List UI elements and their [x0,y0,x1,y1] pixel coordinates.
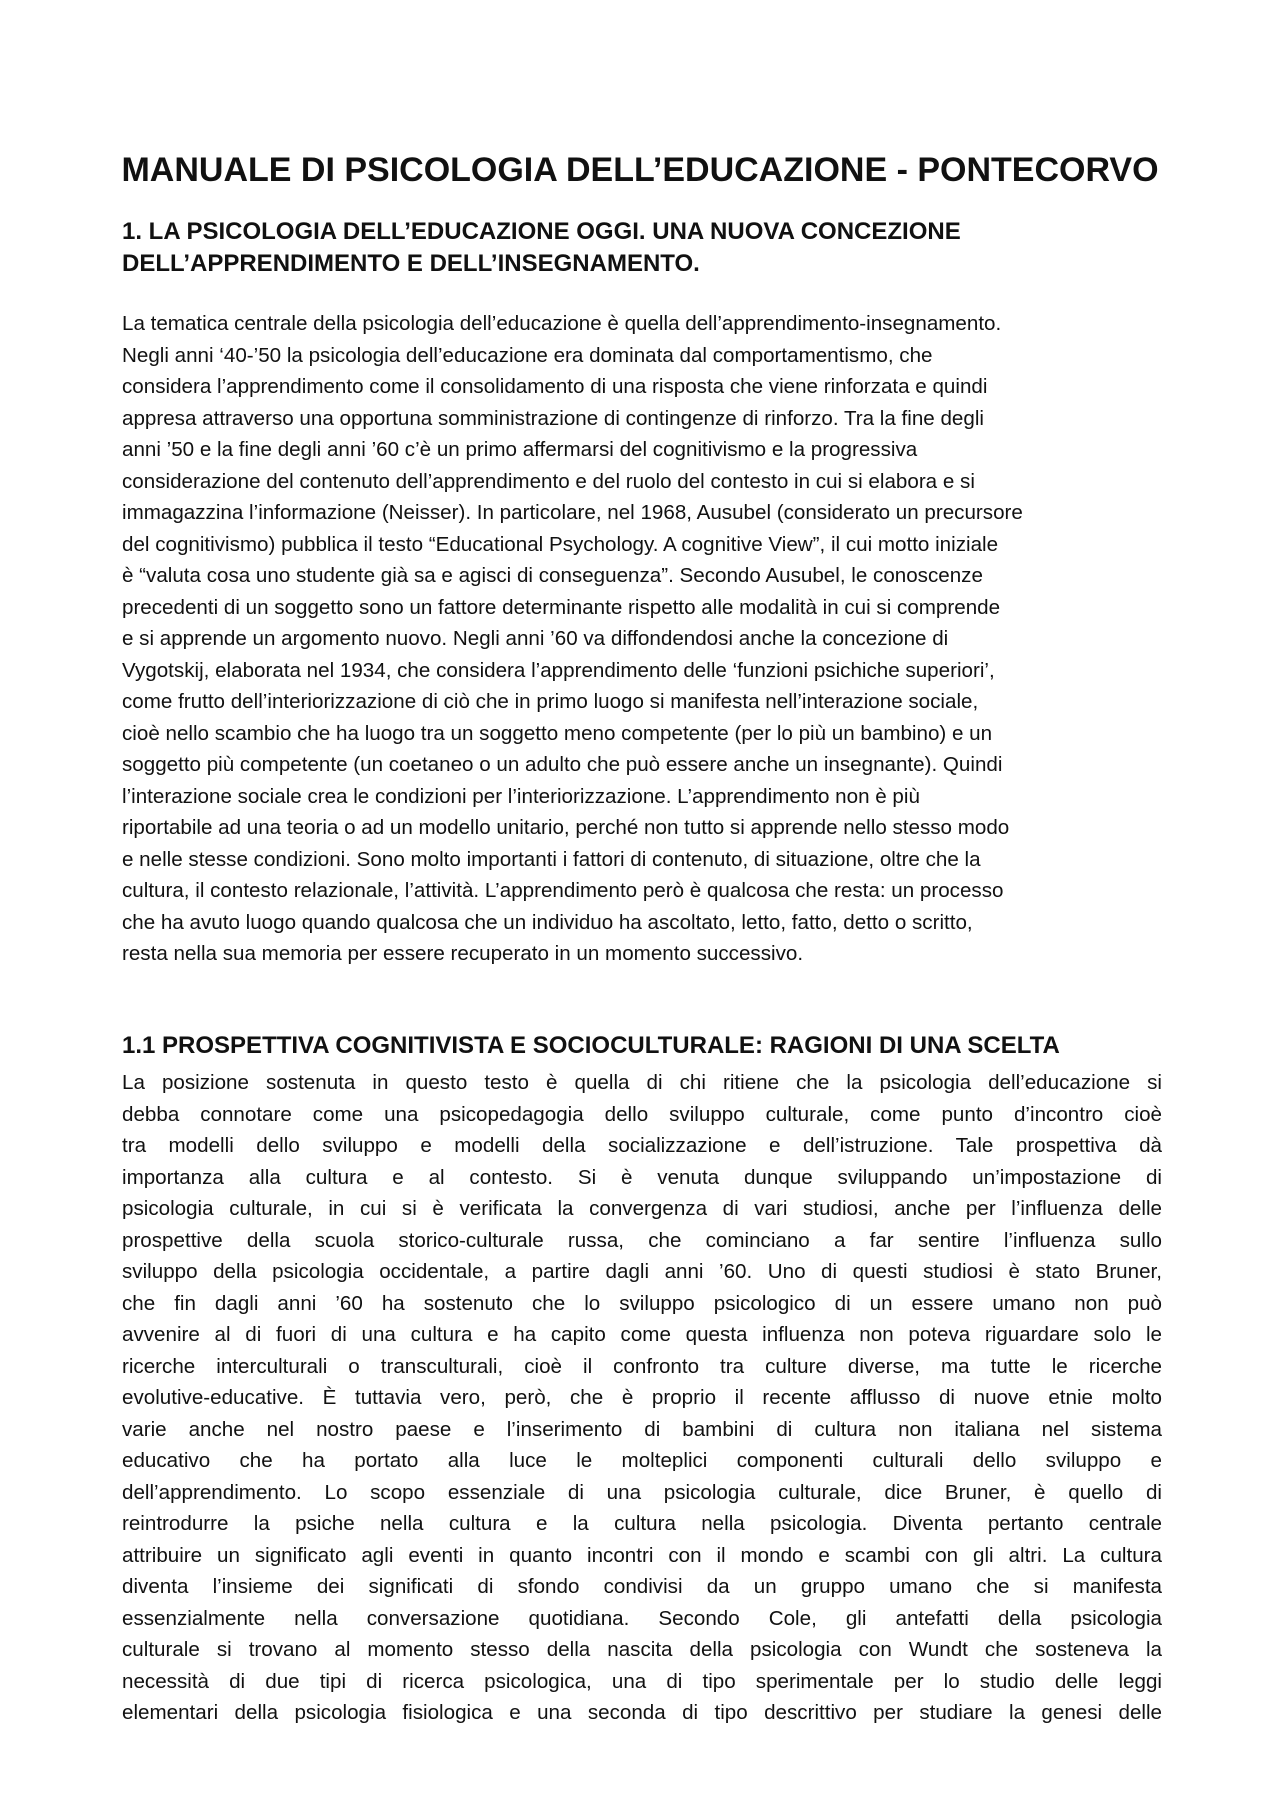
paragraph-line: resta nella sua memoria per essere recuperato in un momento successivo. [122,942,804,965]
paragraph-line: cultura, il contesto relazionale, l’attività. L’apprendimento però è qualcosa che resta: un processo [122,879,1004,902]
paragraph-line: considera l’apprendimento come il consolidamento di una risposta che viene rinforzata e quindi [122,375,988,398]
paragraph-line: precedenti di un soggetto sono un fattore determinante rispetto alle modalità in cui si comprende [122,595,1001,619]
paragraph-line: riportabile ad una teoria o ad un modello unitario, perché non tutto si apprende nello stesso modo [122,816,1010,839]
section-1-heading-line: 1. LA PSICOLOGIA DELL’EDUCAZIONE OGGI. UNA NUOVA CONCEZIONE [122,218,961,245]
paragraph-line: avvenire al di fuori di una cultura e ha capito come questa influenza non poteva riguardare solo le [122,1323,1162,1346]
paragraph-line: l’interazione sociale crea le condizioni per l’interiorizzazione. L’apprendimento non è più [122,784,920,808]
paragraph-line: come frutto dell’interiorizzazione di ciò che in primo luogo si manifesta nell’interazione sociale, [122,690,979,713]
paragraph-line: sviluppo della psicologia occidentale, a partire dagli anni ’60. Uno di questi studiosi è stato Bruner, [122,1260,1162,1283]
document-title: MANUALE DI PSICOLOGIA DELL’EDUCAZIONE - PONTECORVO [121,151,1159,189]
paragraph-line: è “valuta cosa uno studente già sa e agisci di conseguenza”. Secondo Ausubel, le conoscenze [122,564,983,587]
paragraph-line: e nelle stesse condizioni. Sono molto importanti i fattori di contenuto, di situazione, oltre che la [122,847,981,871]
paragraph-line: essenzialmente nella conversazione quotidiana. Secondo Cole, gli antefatti della psicologia [122,1606,1162,1630]
paragraph-line: appresa attraverso una opportuna somministrazione di contingenze di rinforzo. Tra la fine degli [122,406,984,430]
paragraph-line: elementari della psicologia fisiologica e una seconda di tipo descrittivo per studiare la genesi delle [122,1701,1162,1724]
paragraph-line: che fin dagli anni ’60 ha sostenuto che lo sviluppo psicologico di un essere umano non può [122,1291,1162,1315]
paragraph-line: cioè nello scambio che ha luogo tra un soggetto meno competente (per lo più un bambino) e un [122,721,993,745]
paragraph-line: del cognitivismo) pubblica il testo “Educational Psychology. A cognitive View”, il cui motto iniziale [122,532,999,556]
paragraph-line: debba connotare come una psicopedagogia dello sviluppo culturale, come punto d’incontro cioè [122,1102,1162,1126]
paragraph-line: attribuire un significato agli eventi in quanto incontri con il mondo e scambi con gli altri. La cultura [122,1543,1162,1567]
paragraph-line: La tematica centrale della psicologia dell’educazione è quella dell’apprendimento-insegnamento. [122,312,1002,335]
paragraph-line: culturale si trovano al momento stesso della nascita della psicologia con Wundt che sosteneva la [122,1638,1162,1661]
paragraph-line: diventa l’insieme dei significati di sfondo condivisi da un gruppo umano che si manifesta [122,1575,1162,1598]
paragraph-line: Vygotskij, elaborata nel 1934, che considera l’apprendimento delle ‘funzioni psichiche superiori’, [122,658,995,682]
section-1-heading-line: DELL’APPRENDIMENTO E DELL’INSEGNAMENTO. [122,250,700,277]
paragraph-line: soggetto più competente (un coetaneo o un adulto che può essere anche un insegnante). Quindi [122,753,1003,776]
paragraph-line: e si apprende un argomento nuovo. Negli anni ’60 va diffondendosi anche la concezione di [122,627,949,650]
section-1-heading [122,216,961,280]
paragraph-line: evolutive-educative. È tuttavia vero, però, che è proprio il recente afflusso di nuove etnie molto [122,1386,1162,1409]
paragraph-line: dell’apprendimento. Lo scopo essenziale di una psicologia culturale, dice Bruner, è quello di [122,1480,1162,1504]
paragraph-line: considerazione del contenuto dell’apprendimento e del ruolo del contesto in cui si elabora e si [122,469,975,493]
section-2-heading: 1.1 PROSPETTIVA COGNITIVISTA E SOCIOCULTURALE: RAGIONI DI UNA SCELTA [122,1032,1060,1059]
paragraph-line: educativo che ha portato alla luce le molteplici componenti culturali dello sviluppo e [122,1449,1162,1472]
paragraph-line: Negli anni ‘40-’50 la psicologia dell’educazione era dominata dal comportamentismo, che [122,343,933,367]
paragraph-line: tra modelli dello sviluppo e modelli della socializzazione e dell’istruzione. Tale prospettiva dà [122,1134,1162,1157]
paragraph-line: prospettive della scuola storico-culturale russa, che cominciano a far sentire l’influenza sullo [122,1228,1162,1252]
paragraph-line: necessità di due tipi di ricerca psicologica, una di tipo sperimentale per lo studio delle leggi [122,1669,1162,1693]
paragraph-line: importanza alla cultura e al contesto. Si è venuta dunque sviluppando un’impostazione di [122,1165,1162,1189]
paragraph-line: psicologia culturale, in cui si è verificata la convergenza di vari studiosi, anche per l’influenza delle [122,1197,1162,1220]
paragraph-line: ricerche interculturali o transculturali, cioè il confronto tra culture diverse, ma tutte le ricerche [122,1354,1162,1378]
section-1-paragraph [122,308,1162,970]
paragraph-line: immagazzina l’informazione (Neisser). In particolare, nel 1968, Ausubel (considerato un precursore [122,501,1023,524]
paragraph-line: che ha avuto luogo quando qualcosa che un individuo ha ascoltato, letto, fatto, detto o scritto, [122,910,973,934]
section-2-paragraph [122,1067,1162,1729]
paragraph-line: reintrodurre la psiche nella cultura e la cultura nella psicologia. Diventa pertanto centrale [122,1512,1162,1535]
paragraph-line: varie anche nel nostro paese e l’inserimento di bambini di cultura non italiana nel sistema [122,1417,1162,1441]
paragraph-line: anni ’50 e la fine degli anni ’60 c’è un primo affermarsi del cognitivismo e la progressiva [122,438,918,461]
paragraph-line: La posizione sostenuta in questo testo è quella di chi ritiene che la psicologia dell’educazione si [122,1071,1162,1094]
